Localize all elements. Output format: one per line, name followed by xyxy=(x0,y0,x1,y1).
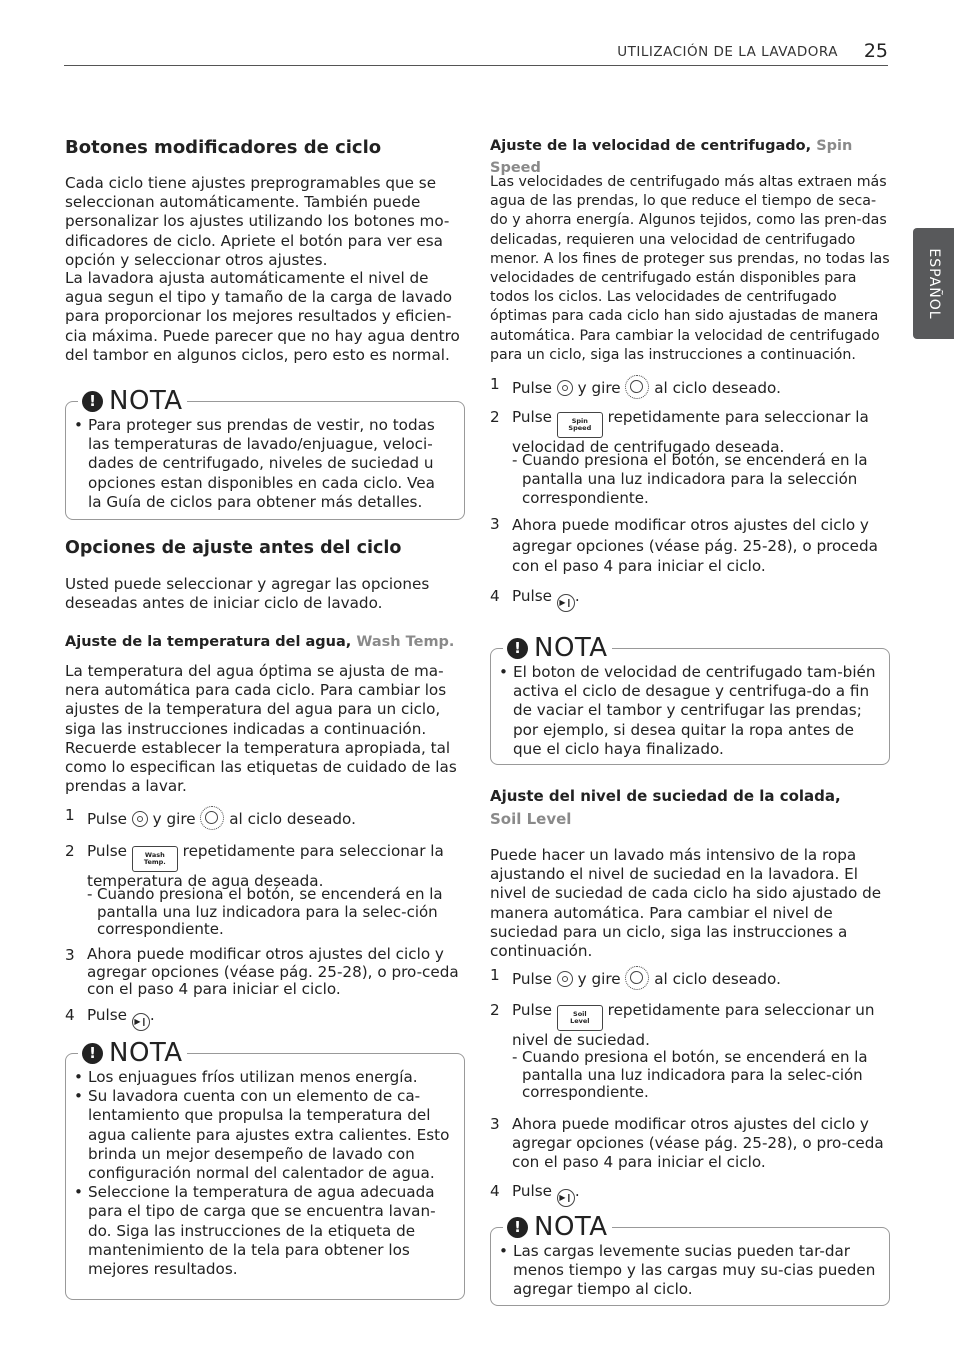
spin-step-3 xyxy=(490,515,890,577)
step-number: 2 xyxy=(490,408,500,426)
soil-level-paragraph: Puede hacer un lavado más intensivo de la ropa ajustando el nivel de suciedad en la lavadora. El nivel de suciedad de cada ciclo ha sido ajustado de manera automática. Para cambiar el nivel de suciedad para un ciclo, siga las instrucciones a continuación. xyxy=(490,846,882,961)
soil-level-button-icon xyxy=(557,1005,603,1031)
options-paragraph: Usted puede seleccionar y agregar las opciones deseadas antes de iniciar ciclo de lavado. xyxy=(65,575,430,613)
button-icon-label: Wash xyxy=(144,851,165,859)
spin-step-2 xyxy=(490,408,890,457)
section-heading-modifiers: Botones modificadores de ciclo xyxy=(65,137,382,158)
soil-step-2-detail: - Cuando presiona el botón, se encenderá en la pantalla una luz indicadora para la selec-ción correspondiente. xyxy=(512,1049,890,1102)
soil-step-4: 4 Pulse ▶❙ . xyxy=(490,1182,890,1207)
step-number: 4 xyxy=(490,1182,500,1200)
step-text: Pulse xyxy=(87,810,127,828)
step-detail-text: Cuando presiona el botón, se encenderá en la pantalla una luz indicadora para la selec-ción correspondiente. xyxy=(97,885,443,938)
note-header xyxy=(78,1038,187,1068)
step-detail-text: Cuando presiona el botón, se encenderá en la pantalla una luz indicadora para la selección correspondiente. xyxy=(522,451,868,507)
note-box-2 xyxy=(65,1038,465,1300)
note-item: • Los enjuagues fríos utilizan menos energía. xyxy=(74,1068,452,1087)
note-box-1 xyxy=(65,386,465,520)
section-heading-options: Opciones de ajuste antes del ciclo xyxy=(65,538,402,558)
note-header xyxy=(78,386,187,416)
step-text: repetidamente para seleccionar un nivel de suciedad. xyxy=(512,1001,875,1049)
cycle-dial-icon xyxy=(625,966,649,990)
language-tab-label: ESPAÑOL xyxy=(925,247,942,320)
spin-speed-paragraph: Las velocidades de centrifugado más altas extraen más agua de las prendas, lo que reduce el tiempo de seca-do y ahorra energía. Algunos tejidos, como las pren-das delicadas, requieren una velocidad de centrifugado menor. A los fines de proteger sus prendas, no todas las velocidades de centrifugado están disponibles para todos los ciclos. Las velocidades de centrifugado óptimas para cada ciclo han sido ajustadas de manera automática. Para cambiar la velocidad de centrifugado para un ciclo, siga las instrucciones a continuación. xyxy=(490,174,890,363)
step-text: Pulse xyxy=(87,1006,127,1024)
note-item: • Su lavadora cuenta con un elemento de ca-lentamiento que propulsa la temperatura del agua caliente para ajustes extra calientes. Esto brinda un mejor desempeño de lavado con configuración normal del calentador de agua. xyxy=(74,1087,452,1183)
soil-step-1 xyxy=(490,966,890,990)
spin-step-1 xyxy=(490,375,890,399)
power-button-icon xyxy=(557,380,573,396)
cycle-dial-icon xyxy=(625,375,649,399)
step-number: 4 xyxy=(490,587,500,605)
wash-temp-accent: Wash Temp. xyxy=(356,634,455,650)
note-label: NOTA xyxy=(534,633,608,663)
wash-temp-subheading-text: Ajuste de la temperatura del agua, xyxy=(65,634,352,650)
step-text: y gire xyxy=(152,810,196,828)
step-number: 3 xyxy=(490,1115,500,1133)
button-icon-label: Soil xyxy=(573,1010,587,1018)
step-text: repetidamente para seleccionar la velocidad de centrifugado deseada. xyxy=(512,408,869,456)
spin-step-2-detail: - Cuando presiona el botón, se encenderá en la pantalla una luz indicadora para la selección correspondiente. xyxy=(512,451,890,508)
note-box-3 xyxy=(490,633,890,765)
spin-step-4: 4 Pulse ▶❙ . xyxy=(490,587,890,612)
button-icon-label: Temp. xyxy=(143,858,166,866)
step-text: Pulse xyxy=(512,1182,552,1200)
step-number: 1 xyxy=(490,966,500,984)
soil-level-accent: Soil Level xyxy=(490,810,572,828)
wash-temp-step-2-detail: - Cuando presiona el botón, se encenderá en la pantalla una luz indicadora para la selec-ción correspondiente. xyxy=(87,886,465,939)
step-number: 2 xyxy=(490,1001,500,1019)
note-list xyxy=(74,416,452,512)
warning-icon: ! xyxy=(507,638,528,659)
button-icon-label: Spin xyxy=(571,417,588,425)
step-text: repetidamente para seleccionar la temperatura de agua deseada. xyxy=(87,842,444,890)
note-list xyxy=(499,1242,877,1300)
spin-speed-accent: Spin Speed xyxy=(490,138,853,176)
note-header xyxy=(503,633,612,663)
button-icon-label: Speed xyxy=(568,424,592,432)
start-pause-icon: ▶❙ xyxy=(557,594,575,612)
note-item: • Para proteger sus prendas de vestir, no todas las temperaturas de lavado/enjuague, veloci-dades de centrifugado, niveles de suciedad u opciones estan disponibles en cada ciclo. Vea la Guía de ciclos para obtener más detalles. xyxy=(74,416,452,512)
step-text: Pulse xyxy=(87,842,127,860)
note-item: • Seleccione la temperatura de agua adecuada para el tipo de carga que se encuentra lavan-do. Siga las instrucciones de la etiqueta de mantenimiento de la tela para obtener los mejores resultados. xyxy=(74,1183,452,1279)
intro-paragraph-1: Cada ciclo tiene ajustes preprogramables que se seleccionan automáticamente. También puede personalizar los ajustes utilizando los botones mo-dificadores de ciclo. Apriete el botón para ver esa opción y seleccionar otros ajustes. xyxy=(65,174,450,269)
spin-speed-subheading-text: Ajuste de la velocidad de centrifugado, xyxy=(490,138,812,154)
start-pause-icon: ▶❙ xyxy=(132,1013,150,1031)
step-text: Ahora puede modificar otros ajustes del ciclo y agregar opciones (véase pág. 25-28), o pro-ceda con el paso 4 para iniciar el ciclo. xyxy=(87,945,459,998)
step-text: Ahora puede modificar otros ajustes del ciclo y agregar opciones (véase pág. 25-28), o proceda con el paso 4 para iniciar el ciclo. xyxy=(512,516,878,575)
step-text: Pulse xyxy=(512,587,552,605)
wash-temp-step-1 xyxy=(65,806,465,830)
section-title: UTILIZACIÓN DE LA LAVADORA xyxy=(617,44,838,60)
step-text: Pulse xyxy=(512,1001,552,1019)
power-button-icon xyxy=(132,811,148,827)
warning-icon: ! xyxy=(507,1217,528,1238)
note-box-4 xyxy=(490,1212,890,1306)
step-number: 2 xyxy=(65,842,75,860)
wash-temp-step-3 xyxy=(65,946,465,999)
step-text: Pulse xyxy=(512,379,552,397)
step-text: al ciclo deseado. xyxy=(229,810,356,828)
step-number: 1 xyxy=(490,375,500,393)
wash-temp-button-icon xyxy=(132,846,178,872)
step-number: 3 xyxy=(490,515,500,533)
note-label: NOTA xyxy=(109,1038,183,1068)
wash-temp-step-4: 4 Pulse ▶❙ . xyxy=(65,1006,465,1031)
step-text: y gire xyxy=(577,970,621,988)
start-pause-icon: ▶❙ xyxy=(557,1189,575,1207)
step-text: al ciclo deseado. xyxy=(654,379,781,397)
warning-icon: ! xyxy=(82,1043,103,1064)
note-label: NOTA xyxy=(109,386,183,416)
step-number: 4 xyxy=(65,1006,75,1024)
page-number: 25 xyxy=(863,40,888,62)
step-number: 1 xyxy=(65,806,75,824)
note-list xyxy=(74,1068,452,1279)
step-text: Pulse xyxy=(512,970,552,988)
warning-icon: ! xyxy=(82,391,103,412)
step-text: y gire xyxy=(577,379,621,397)
wash-temp-step-2 xyxy=(65,842,465,891)
note-header xyxy=(503,1212,612,1242)
step-text: Pulse xyxy=(512,408,552,426)
intro-paragraph-2: La lavadora ajusta automáticamente el nivel de agua segun el tipo y tamaño de la carga de lavado para proporcionar los mejores resultados y eficien-cia máxima. Puede parecer que no hay agua dentro del tambor en algunos ciclos, pero esto es normal. xyxy=(65,269,460,364)
power-button-icon xyxy=(557,971,573,987)
spin-speed-button-icon xyxy=(557,412,603,438)
button-icon-label: Level xyxy=(570,1017,590,1025)
wash-temp-subheading xyxy=(65,631,465,653)
note-item: • El boton de velocidad de centrifugado tam-bién activa el ciclo de desague y centrifuga-do a fin de vaciar el tambor y centrifugar las prendas; por ejemplo, si desea quitar la ropa antes de que el ciclo haya finalizado. xyxy=(499,663,877,759)
soil-level-subheading xyxy=(490,785,890,831)
soil-step-3 xyxy=(490,1115,890,1172)
note-list xyxy=(499,663,877,759)
soil-step-2 xyxy=(490,1001,890,1050)
soil-level-subheading-text: Ajuste del nivel de suciedad de la colada, xyxy=(490,787,841,805)
step-detail-text: Cuando presiona el botón, se encenderá en la pantalla una luz indicadora para la selec-ción correspondiente. xyxy=(522,1048,868,1101)
note-label: NOTA xyxy=(534,1212,608,1242)
step-text: Ahora puede modificar otros ajustes del ciclo y agregar opciones (véase pág. 25-28), o pro-ceda con el paso 4 para iniciar el ciclo. xyxy=(512,1115,884,1171)
wash-temp-paragraph: La temperatura del agua óptima se ajusta de ma-nera automática para cada ciclo. Para cambiar los ajustes de la temperatura del agua para un ciclo, siga las instrucciones indicadas a continuación. Recuerde establecer la temperatura apropiada, tal como lo especifican las etiquetas de cuidado de las prendas a lavar. xyxy=(65,662,457,796)
note-item: • Las cargas levemente sucias pueden tar-dar menos tiempo y las cargas muy su-cias pueden agregar tiempo al ciclo. xyxy=(499,1242,877,1300)
step-number: 3 xyxy=(65,946,75,964)
cycle-dial-icon xyxy=(200,806,224,830)
header-rule xyxy=(64,65,888,66)
language-tab xyxy=(913,228,954,339)
step-text: al ciclo deseado. xyxy=(654,970,781,988)
